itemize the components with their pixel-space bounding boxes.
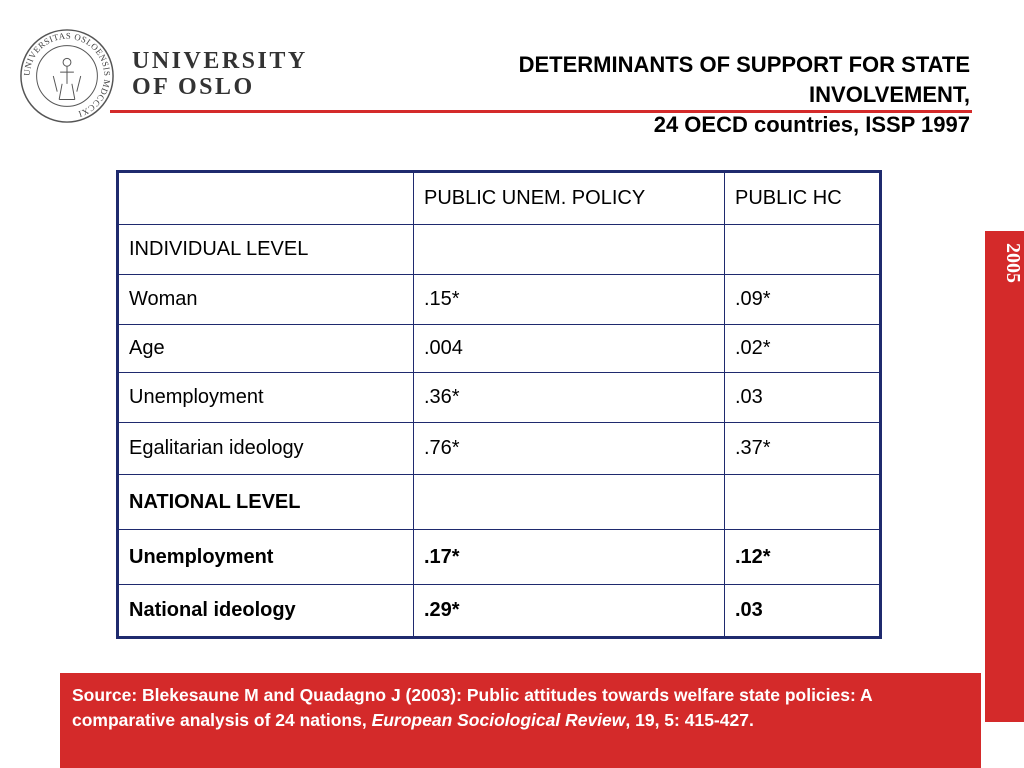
university-name-line2: OF OSLO: [132, 74, 255, 100]
seal-ring-text: UNIVERSITAS OSLOENSIS MDCCCXI: [21, 30, 113, 120]
university-seal-logo: [18, 27, 116, 125]
table-cell: .004: [414, 325, 725, 373]
table-cell: .36*: [414, 373, 725, 423]
table-cell: [414, 225, 725, 275]
table-cell: .29*: [414, 585, 725, 638]
university-name-line1: UNIVERSITY: [132, 48, 308, 74]
table-cell: Unemployment: [118, 530, 414, 585]
side-year-label: 2005: [1002, 243, 1024, 283]
table-cell: .76*: [414, 423, 725, 475]
title-line1: DETERMINANTS OF SUPPORT FOR STATE: [518, 52, 970, 77]
table-cell: Unemployment: [118, 373, 414, 423]
table-row: [118, 225, 881, 275]
table-header-row: [118, 172, 881, 225]
table-cell: Woman: [118, 275, 414, 325]
table-cell: .17*: [414, 530, 725, 585]
results-table: [116, 170, 882, 639]
table-row: [118, 325, 881, 373]
table-cell: National ideology: [118, 585, 414, 638]
table-cell: .03: [725, 585, 881, 638]
table-row: [118, 275, 881, 325]
title-line2: INVOLVEMENT,: [809, 82, 970, 107]
source-journal: European Sociological Review: [371, 710, 626, 730]
source-text: Source: Blekesaune M and Quadagno J (2003): Public attitudes towards welfare state policies: A comparative analysis of 24 nations,: [72, 685, 873, 730]
table-cell: [414, 475, 725, 530]
title-line3: 24 OECD countries, ISSP 1997: [653, 112, 970, 137]
table-cell: Egalitarian ideology: [118, 423, 414, 475]
slide-title: [330, 50, 970, 140]
table-row: [118, 423, 881, 475]
table-cell: .03: [725, 373, 881, 423]
table-cell: .15*: [414, 275, 725, 325]
table-cell: [725, 225, 881, 275]
table-row: [118, 475, 881, 530]
table-header-cell: PUBLIC HC: [725, 172, 881, 225]
table-cell: .09*: [725, 275, 881, 325]
table-cell: INDIVIDUAL LEVEL: [118, 225, 414, 275]
side-year-bar: [985, 231, 1024, 722]
table-header-cell: [118, 172, 414, 225]
table-cell: .02*: [725, 325, 881, 373]
table-cell: Age: [118, 325, 414, 373]
table-header-cell: PUBLIC UNEM. POLICY: [414, 172, 725, 225]
table-row: [118, 585, 881, 638]
table-cell: .12*: [725, 530, 881, 585]
university-name: [132, 48, 308, 100]
table-cell: NATIONAL LEVEL: [118, 475, 414, 530]
source-details: , 19, 5: 415-427.: [625, 710, 754, 730]
table-row: [118, 373, 881, 423]
table-cell: .37*: [725, 423, 881, 475]
table-cell: [725, 475, 881, 530]
table-row: [118, 530, 881, 585]
source-citation: [60, 673, 981, 768]
